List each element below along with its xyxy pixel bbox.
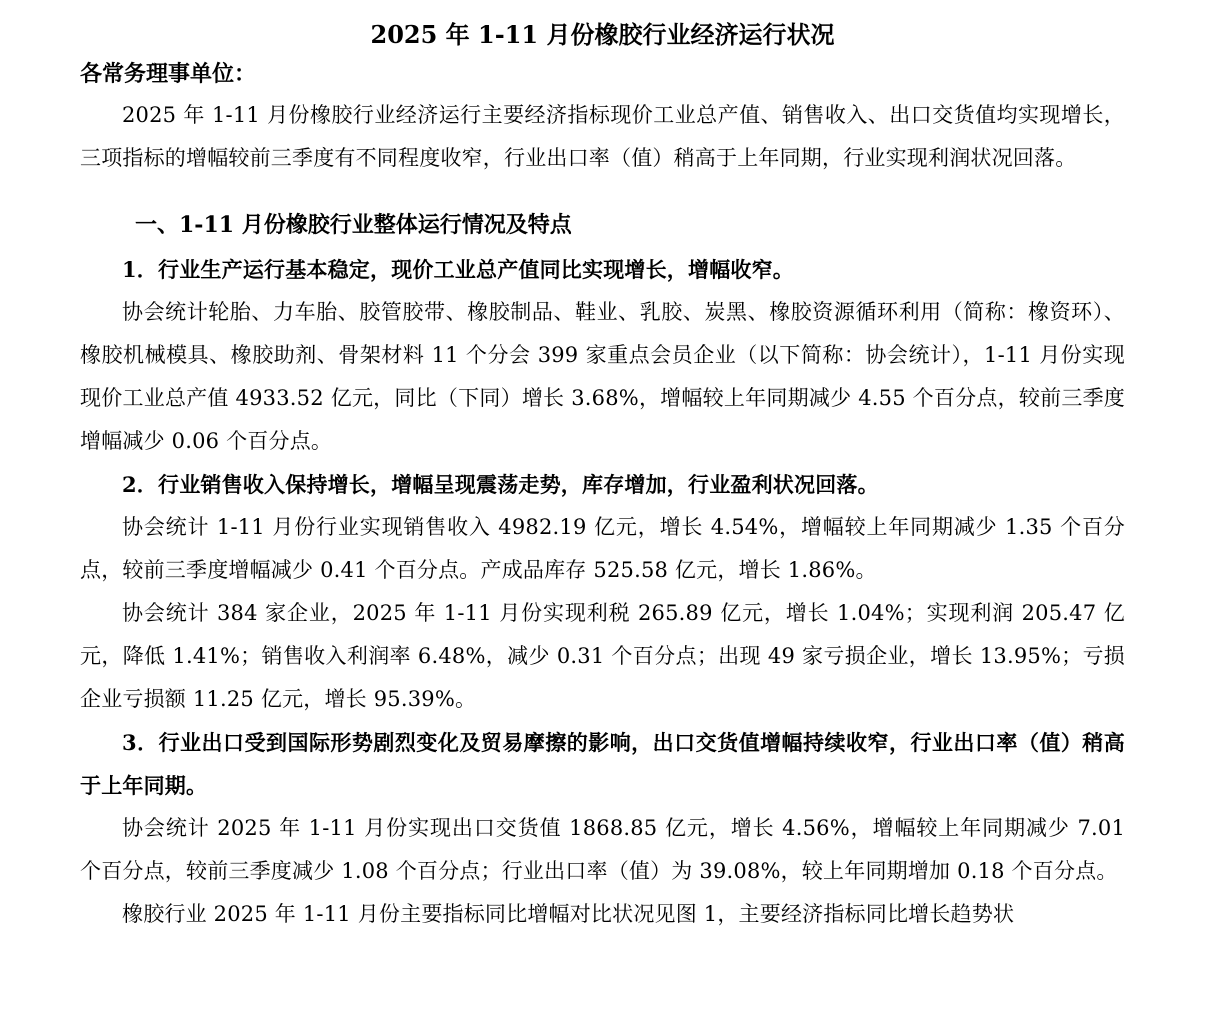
document-title: 2025 年 1-11 月份橡胶行业经济运行状况 [370,20,835,49]
point-1-body: 协会统计轮胎、力车胎、胶管胶带、橡胶制品、鞋业、乳胶、炭黑、橡胶资源循环利用（简称：橡资环）、橡胶机械模具、橡胶助剂、骨架材料 11 个分会 399 家重点会员企业（以下简称：协会统计），1-11 月份实现现价工业总产值 4933.52 亿元，同比（下同）增长 3.68%，增幅较上年同期减少 4.55 个百分点，较前三季度增幅减少 0.06 个百分点。 [80,300,1125,453]
section-1-heading: 一、1-11 月份橡胶行业整体运行情况及特点 [135,212,572,238]
point-1-heading: 1．行业生产运行基本稳定，现价工业总产值同比实现增长，增幅收窄。 [122,257,795,282]
salutation: 各常务理事单位： [80,61,257,87]
point-3-body: 协会统计 2025 年 1-11 月份实现出口交货值 1868.85 亿元，增长 4.56%，增幅较上年同期减少 7.01 个百分点，较前三季度减少 1.08 个百分点；行业出口率（值）为 39.08%，较上年同期增加 0.18 个百分点。 [80,816,1125,883]
lead-paragraph: 2025 年 1-11 月份橡胶行业经济运行主要经济指标现价工业总产值、销售收入、出口交货值均实现增长，三项指标的增幅较前三季度有不同程度收窄，行业出口率（值）稍高于上年同期，行业实现利润状况回落。 [80,103,1125,170]
document-page [80,0,1125,936]
point-2-heading: 2．行业销售收入保持增长，增幅呈现震荡走势，库存增加，行业盈利状况回落。 [122,472,879,497]
point-2-body-profit: 协会统计 384 家企业，2025 年 1-11 月份实现利税 265.89 亿元，增长 1.04%；实现利润 205.47 亿元，降低 1.41%；销售收入利润率 6.48%，减少 0.31 个百分点；出现 49 家亏损企业，增长 13.95%；亏损企业亏损额 11.25 亿元，增长 95.39%。 [80,601,1125,711]
point-2-body-sales: 协会统计 1-11 月份行业实现销售收入 4982.19 亿元，增长 4.54%，增幅较上年同期减少 1.35 个百分点，较前三季度增幅减少 0.41 个百分点。产成品库存 525.58 亿元，增长 1.86%。 [80,515,1125,582]
point-3-heading: 3．行业出口受到国际形势剧烈变化及贸易摩擦的影响，出口交货值增幅持续收窄，行业出口率（值）稍高于上年同期。 [80,730,1125,798]
closing-paragraph-fragment: 橡胶行业 2025 年 1-11 月份主要指标同比增幅对比状况见图 1，主要经济指标同比增长趋势状 [122,902,1015,926]
